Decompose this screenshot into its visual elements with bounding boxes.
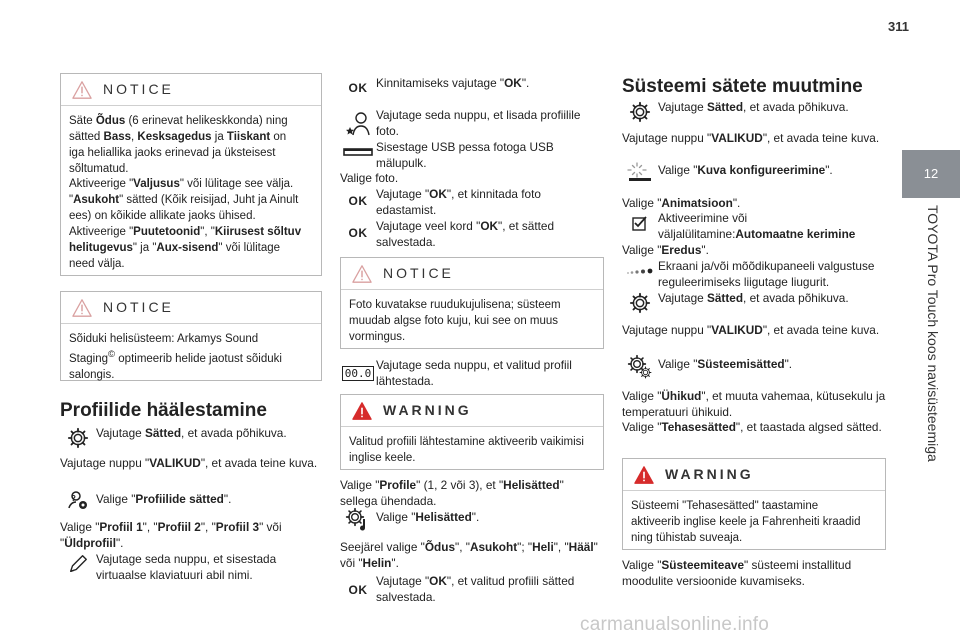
- paragraph: Valige foto.: [340, 171, 399, 185]
- step-save-profile: [340, 574, 604, 608]
- paragraph: Valige "Süsteemiteave" süsteemi installitud moodulite versioonide kuvamiseks.: [622, 558, 852, 588]
- notice-label: NOTICE: [103, 299, 174, 316]
- warning-body: [341, 427, 603, 473]
- step-text: Ekraani ja/või mõõdikupaneeli valgustuse reguleerimiseks liigutage liugurit.: [658, 259, 875, 289]
- step-text: Vajutage veel kord "OK", et sätted salvestada.: [376, 219, 555, 249]
- notice-box-photo: [340, 257, 604, 349]
- notice-box-arkamys: [60, 291, 322, 381]
- body-line: inglise keele.: [349, 451, 416, 464]
- ok-button-icon[interactable]: OK: [348, 194, 368, 209]
- warning-box-factory: [622, 458, 886, 550]
- body-line: vormingus.: [349, 330, 406, 343]
- paragraph: Vajutage nuppu "VALIKUD", et avada teine kuva.: [622, 131, 880, 145]
- step-text: Vajutage seda nuppu, et sisestada virtuaalse klaviatuuri abil nimi.: [96, 552, 277, 582]
- body-line: Staging© optimeerib helide jaotust sõiduki: [69, 348, 282, 365]
- step-text: Valige "Helisätted".: [376, 510, 480, 524]
- step-display-config: [622, 161, 886, 185]
- paragraph: Valige "Ühikud", et muuta vahemaa, kütusekulu ja temperatuuri ühikuid.: [622, 389, 886, 419]
- body-line: ning tühistab suveaja.: [631, 531, 743, 544]
- notice-body: [61, 324, 321, 389]
- step-profile-settings: [60, 488, 322, 512]
- ok-button-icon[interactable]: OK: [348, 81, 368, 96]
- warning-header: [623, 459, 885, 491]
- step-text: Valige "Kuva konfigureerimine".: [658, 163, 833, 177]
- step-text: Valige "Profiilide sätted".: [96, 492, 232, 506]
- body-line: sätted Bass, Kesksagedus ja Tiiskant on: [69, 130, 287, 143]
- body-line: Valitud profiili lähtestamine aktiveerib vaikimisi: [349, 436, 584, 448]
- body-line: aktiveerib inglise keele ja Fahrenheiti kraadid: [631, 515, 861, 528]
- body-line: Aktiveerige "Valjusus" või lülitage see välja.: [69, 178, 294, 191]
- brightness-slider-icon[interactable]: [625, 265, 655, 277]
- paragraph: Vajutage nuppu "VALIKUD", et avada teine kuva.: [622, 323, 880, 337]
- chapter-title-text: TOYOTA Pro Touch koos navisüsteemiga: [925, 205, 941, 462]
- step-settings: [622, 291, 886, 315]
- step-settings: [60, 426, 322, 450]
- notice-header: [61, 74, 321, 106]
- warning-triangle-icon: [633, 465, 655, 485]
- add-photo-profile-icon[interactable]: [345, 111, 371, 139]
- sound-settings-icon[interactable]: [345, 507, 371, 533]
- notice-triangle-icon: [71, 298, 93, 318]
- warning-label: WARNING: [383, 402, 472, 419]
- warning-header: [341, 395, 603, 427]
- notice-body: [341, 290, 603, 352]
- step-text: Vajutage Sätted, et avada põhikuva.: [658, 291, 849, 305]
- step-text: Vajutage "OK", et kinnitada foto edastamist.: [376, 187, 541, 217]
- step-text: Vajutage seda nuppu, et lisada profiilile foto.: [376, 108, 581, 138]
- settings-gear-icon[interactable]: [67, 427, 89, 449]
- body-line: Aktiveerige "Puutetoonid", "Kiirusest sõltuv: [69, 226, 302, 239]
- warning-box-reset: [340, 394, 604, 470]
- body-line: muudab algse foto kuju, kui see on muus: [349, 314, 559, 327]
- step-text: Kinnitamiseks vajutage "OK".: [376, 76, 530, 90]
- step-confirm-ok: [340, 74, 604, 104]
- usb-slot-icon: [343, 146, 373, 158]
- chapter-tab[interactable]: 12: [902, 150, 960, 198]
- warning-body: [623, 491, 885, 553]
- body-line: sõltumatud.: [69, 162, 129, 175]
- section-heading-system: Süsteemi sätete muutmine: [622, 76, 863, 97]
- settings-gear-icon[interactable]: [629, 101, 651, 123]
- body-line: helitugevus" ja "Aux-sisend" või lülitage: [69, 241, 281, 254]
- body-line: Foto kuvatakse ruudukujulisena; süsteem: [349, 299, 561, 311]
- step-text: Vajutage Sätted, et avada põhikuva.: [658, 100, 849, 114]
- body-line: ees) on kõikide allikate jaoks ühised.: [69, 210, 256, 223]
- section-heading-profiles: Profiilide häälestamine: [60, 400, 267, 421]
- notice-label: NOTICE: [103, 81, 174, 98]
- step-insert-usb: [340, 140, 604, 172]
- paragraph: Vajutage nuppu "VALIKUD", et avada teine kuva.: [60, 456, 318, 470]
- watermark: carmanualsonline.info: [580, 614, 770, 635]
- chapter-title: [922, 205, 942, 515]
- step-text: Vajutage "OK", et valitud profiili sätted salvestada.: [376, 574, 575, 604]
- step-confirm-photo: [340, 187, 604, 219]
- paragraph: Valige "Profile" (1, 2 või 3), et "Helisätted" sellega ühendada.: [340, 478, 564, 508]
- body-line: "Asukoht" sätted (Kõik reisijad, Juht ja Ainult: [69, 194, 299, 207]
- step-text: Sisestage USB pessa fotoga USB mälupulk.: [376, 140, 554, 170]
- step-sound-settings: [340, 508, 604, 532]
- step-system-settings: [622, 355, 886, 379]
- warning-label: WARNING: [665, 466, 754, 483]
- notice-header: [61, 292, 321, 324]
- notice-box-sound: [60, 73, 322, 276]
- paragraph: Valige "Profiil 1", "Profiil 2", "Profiil 3" või "Üldprofiil".: [60, 520, 282, 550]
- paragraph: Valige "Tehasesätted", et taastada algsed sätted.: [622, 420, 882, 434]
- step-text: Vajutage seda nuppu, et valitud profiil lähtestada.: [376, 358, 572, 388]
- step-settings: [622, 100, 886, 124]
- body-line: Sõiduki helisüsteem: Arkamys Sound: [69, 333, 259, 345]
- reset-value-icon[interactable]: 00.0: [342, 366, 375, 381]
- body-line: salongis.: [69, 368, 115, 381]
- body-line: iga heliallika jaoks erinevad ja üksteisest: [69, 146, 276, 159]
- paragraph: Valige "Eredus".: [622, 243, 709, 257]
- body-line: Süsteemi "Tehasesätted" taastamine: [631, 500, 819, 512]
- step-autoscroll: [622, 211, 886, 243]
- notice-header: [341, 258, 603, 290]
- body-line: Säte Õdus (6 erinevat helikeskkonda) ning: [69, 115, 288, 127]
- system-settings-icon[interactable]: [627, 354, 653, 380]
- display-config-icon[interactable]: [627, 161, 653, 185]
- ok-button-icon[interactable]: OK: [348, 226, 368, 241]
- step-reset-profile: [340, 358, 604, 390]
- page-number: 311: [888, 19, 909, 34]
- warning-triangle-icon: [351, 401, 373, 421]
- ok-button-icon[interactable]: OK: [348, 583, 368, 598]
- notice-triangle-icon: [351, 264, 373, 284]
- pencil-icon[interactable]: [67, 553, 89, 575]
- body-line: need välja.: [69, 257, 125, 270]
- notice-label: NOTICE: [383, 265, 454, 282]
- settings-gear-icon[interactable]: [629, 292, 651, 314]
- notice-triangle-icon: [71, 80, 93, 100]
- profile-settings-icon[interactable]: [66, 488, 90, 512]
- paragraph: Valige "Animatsioon".: [622, 196, 741, 210]
- step-text: Aktiveerimine või väljalülitamine:Automaatne kerimine: [658, 211, 856, 241]
- svg-text:?: ?: [71, 494, 76, 503]
- checkbox-icon[interactable]: [630, 213, 650, 233]
- step-text: Vajutage Sätted, et avada põhikuva.: [96, 426, 287, 440]
- step-text: Valige "Süsteemisätted".: [658, 357, 793, 371]
- step-save-settings: [340, 219, 604, 251]
- notice-body: [61, 106, 321, 279]
- step-add-photo: [340, 108, 604, 142]
- paragraph: Seejärel valige "Õdus", "Asukoht"; "Heli", "Hääl" või "Helin".: [340, 540, 598, 570]
- step-name-keyboard: [60, 552, 322, 584]
- step-brightness: [622, 259, 886, 291]
